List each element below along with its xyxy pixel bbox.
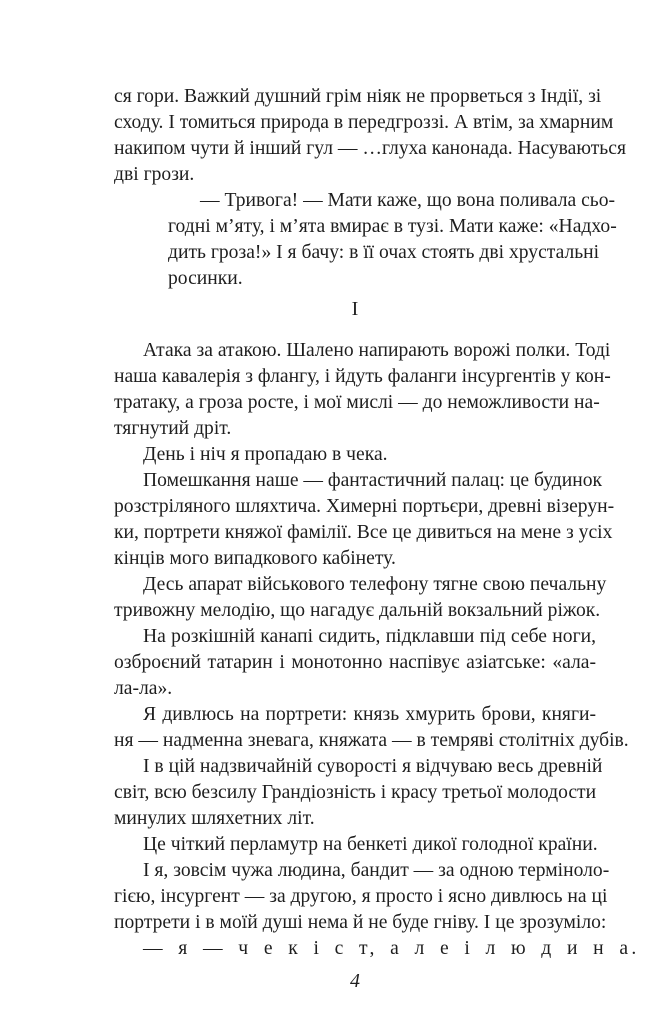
text-line: І я, зовсім чужа людина, бандит — за одною терміноло- — [143, 860, 610, 881]
text-line: І в цій надзвичайній суворості я відчуваю весь древній — [143, 756, 603, 777]
text-line: Атака за атакою. Шалено напирають ворожі полки. Тоді — [143, 340, 611, 361]
text-line: Я дивлюсь на портрети: князь хмурить брови, княги- — [143, 704, 596, 725]
text-line: розстріляного шляхтича. Химерні портьєри, древні візерун- — [114, 496, 615, 517]
text-line: гією, інсургент — за другою, я просто і ясно дивлюсь на ці — [114, 886, 608, 907]
text-line: наша кавалерія з флангу, і йдуть фаланги інсургентів у кон- — [114, 366, 611, 387]
text-line: Це чіткий перламутр на бенкеті дикої голодної країни. — [143, 834, 598, 855]
text-line: Десь апарат військового телефону тягне свою печальну — [143, 574, 607, 595]
epigraph-line: — Тривога! — Мати каже, що вона поливала сьо- — [200, 190, 616, 211]
text-line: ла-ла». — [114, 678, 173, 699]
chapter-heading: I — [351, 298, 359, 320]
text-line: кінців мого випадкового кабінету. — [114, 548, 396, 569]
epigraph-line: дить гроза!» І я бачу: в її очах стоять дві хрустальні — [168, 242, 600, 263]
text-line: озброєний татарин і монотонно наспівує азіатське: «ала- — [114, 652, 596, 673]
text-line: тратаку, а гроза росте, і мої мислі — до неможливости на- — [114, 392, 600, 413]
text-line: світ, всю безсилу Грандіозність і красу третьої молодости — [114, 782, 597, 803]
text-line: ки, портрети княжої фамілії. Все це дивиться на мене з усіх — [114, 522, 613, 543]
text-line: сходу. І томиться природа в передгроззі. А втім, за хмарним — [114, 112, 614, 133]
page-number: 4 — [350, 970, 360, 992]
epigraph-line: росинки. — [168, 268, 243, 289]
text-line: тягнутий дріт. — [114, 418, 232, 439]
text-line: ся гори. Важкий душний грім ніяк не прорветься з Індії, зі — [114, 86, 602, 107]
text-line: дві грози. — [114, 164, 195, 185]
text-line: День і ніч я пропадаю в чека. — [143, 444, 388, 465]
text-line: Помешкання наше — фантастичний палац: це будинок — [143, 470, 603, 491]
text-line: На розкішній канапі сидить, підклавши під себе ноги, — [143, 626, 596, 647]
text-line: тривожну мелодію, що нагадує дальній вокзальний ріжок. — [114, 600, 601, 621]
text-line: портрети і в моїй душі нема й не буде гніву. І це зрозуміло: — [114, 912, 607, 933]
text-line: ня — надменна зневага, княжата — в темряві столітніх дубів. — [114, 730, 629, 751]
text-line: — я — ч е к і с т, а л е і л ю д и н а. — [143, 938, 640, 959]
text-line: накипом чути й інший гул — …глуха канонада. Насуваються — [114, 138, 626, 159]
text-line: минулих шляхетних літ. — [114, 808, 315, 829]
epigraph-line: годні м’яту, і м’ята вмирає в тузі. Мати каже: «Надхо- — [168, 216, 617, 237]
